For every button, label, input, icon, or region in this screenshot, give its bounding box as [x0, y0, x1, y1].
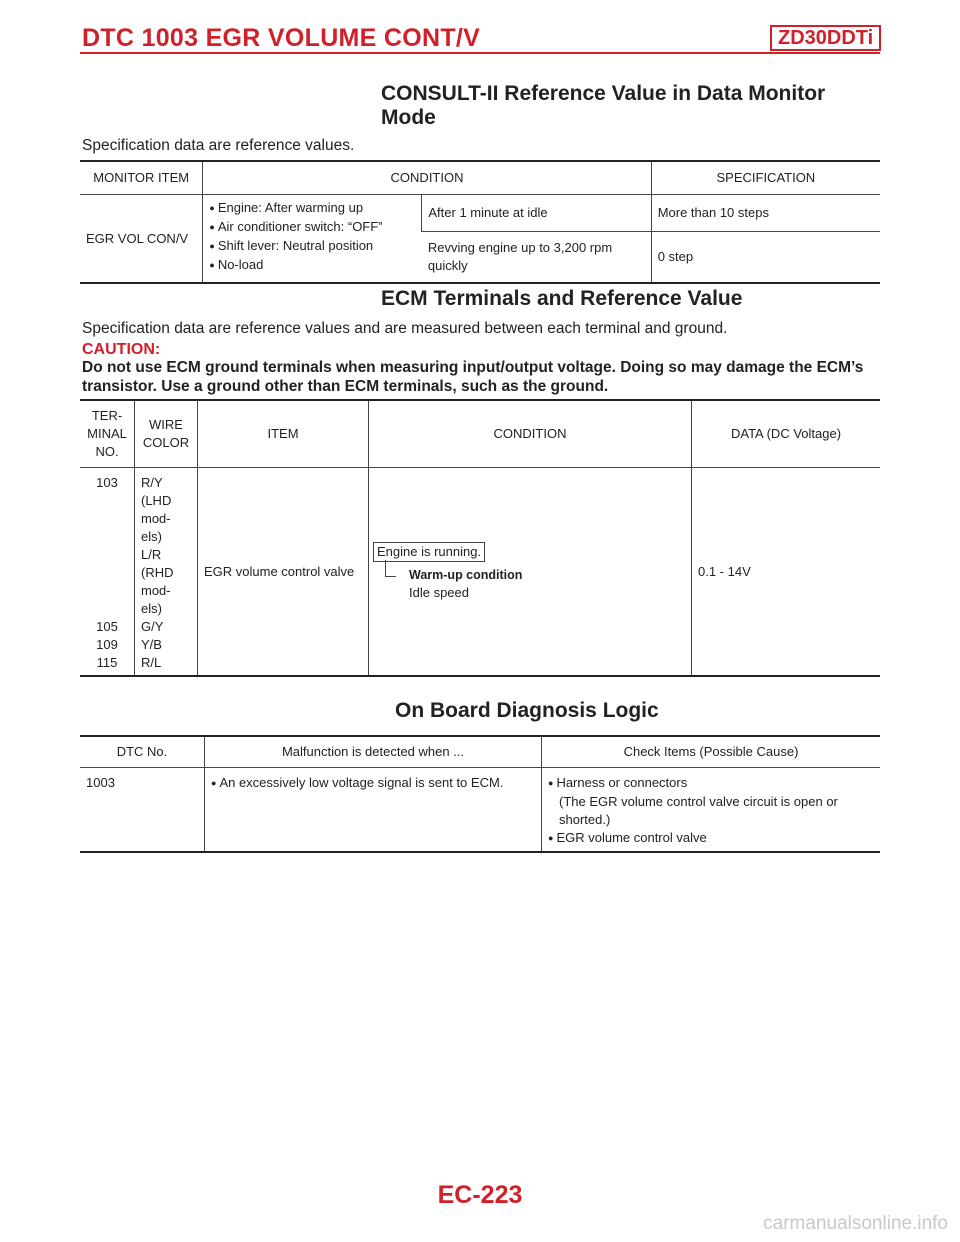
col-specification: SPECIFICATION	[651, 161, 880, 195]
condition-sub: Warm-up condition	[409, 567, 523, 582]
data-cell: 0.1 - 14V	[692, 468, 881, 677]
item-cell: EGR volume control valve	[198, 468, 369, 677]
sub-condition: After 1 minute at idle	[422, 195, 651, 232]
consult-reference-table	[80, 160, 880, 284]
caution-text: Do not use ECM ground terminals when measuring input/output voltage. Doing so may damage the ECM’s transistor. Use a ground other than ECM terminals, such as the ground.	[82, 359, 864, 395]
table-row	[80, 195, 880, 232]
watermark: carmanualsonline.info	[763, 1213, 948, 1234]
condition-cell	[369, 468, 692, 677]
section2-title: ECM Terminals and Reference Value	[381, 287, 743, 310]
connector-line	[385, 560, 396, 577]
condition-sub2: Idle speed	[409, 584, 469, 600]
monitor-item-cell: EGR VOL CON/V	[86, 230, 189, 246]
col-dtc-no: DTC No.	[80, 736, 205, 768]
col-condition: CONDITION	[203, 161, 651, 195]
condition-box: Engine is running.	[373, 542, 485, 562]
section1-title: CONSULT-II Reference Value in Data Monitor Mode	[381, 82, 826, 129]
col-item: ITEM	[198, 400, 369, 468]
dtc-cell: 1003	[86, 775, 115, 790]
check-items-cell: ● Harness or connectors (The EGR volume control valve circuit is open or shorted.) ● EGR volume control valve	[542, 768, 881, 853]
col-malfunction: Malfunction is detected when ...	[205, 736, 542, 768]
caution-heading: CAUTION:	[82, 341, 161, 358]
section1-intro: Specification data are reference values.	[82, 137, 355, 154]
col-condition: CONDITION	[369, 400, 692, 468]
condition-list: ● Engine: After warming up ● Air conditioner switch: “OFF” ● Shift lever: Neutral position ● No-load	[203, 195, 422, 284]
col-data: DATA (DC Voltage)	[692, 400, 881, 468]
spec-value: 0 step	[651, 232, 880, 284]
diagnosis-logic-table	[80, 735, 880, 853]
page-header-title: DTC 1003 EGR VOLUME CONT/V	[82, 24, 481, 52]
engine-code-badge: ZD30DDTi	[770, 25, 881, 51]
section2-intro: Specification data are reference values and are measured between each terminal and ground.	[82, 320, 728, 337]
table-row	[80, 468, 880, 677]
terminal-cell: 103 105 109 115	[96, 475, 118, 670]
table-row	[80, 768, 880, 853]
col-check-items: Check Items (Possible Cause)	[542, 736, 881, 768]
page-number: EC-223	[437, 1181, 523, 1209]
header-rule	[80, 52, 880, 54]
spec-value: More than 10 steps	[651, 195, 880, 232]
col-monitor-item: MONITOR ITEM	[80, 161, 203, 195]
col-wire-color: WIRE COLOR	[135, 400, 198, 468]
ecm-terminal-table	[80, 399, 880, 677]
wire-color-cell: R/Y (LHD mod- els) L/R (RHD mod- els) G/Y Y/B R/L	[135, 468, 198, 677]
malfunction-cell: ● An excessively low voltage signal is sent to ECM.	[205, 768, 542, 853]
sub-condition: Revving engine up to 3,200 rpm quickly	[427, 240, 613, 273]
section3-title: On Board Diagnosis Logic	[395, 699, 659, 722]
col-terminal-no: TER- MINAL NO.	[80, 400, 135, 468]
